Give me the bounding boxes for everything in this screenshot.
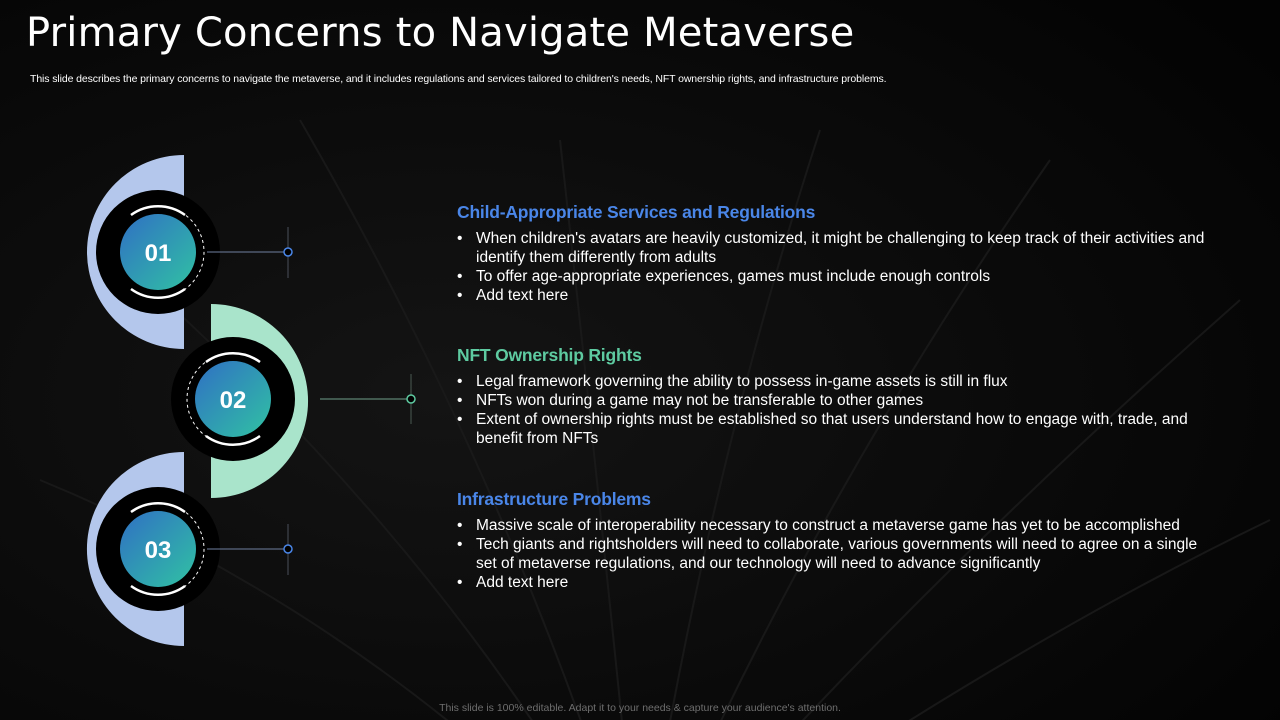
badge-number-03: 03 (144, 537, 172, 564)
section-heading: Child-Appropriate Services and Regulations (457, 202, 816, 222)
list-item: • Legal framework governing the ability to possess in-game assets is still in flux (457, 372, 1206, 391)
list-item: • To offer age-appropriate experiences, games must include enough controls (457, 267, 1206, 286)
list-item: • NFTs won during a game may not be transferable to other games (457, 391, 1206, 410)
bullet-list (457, 372, 1217, 448)
section-child-appropriate (457, 202, 1217, 305)
connector-1 (207, 227, 292, 278)
connector-2 (320, 374, 415, 424)
list-item: • Add text here (457, 286, 1206, 305)
section-heading: Infrastructure Problems (457, 489, 651, 509)
list-item: • Extent of ownership rights must be established so that users understand how to engage with, trade, and benefit from NFTs (457, 410, 1206, 448)
list-item: • Massive scale of interoperability necessary to construct a metaverse game has yet to be accomplished (457, 516, 1206, 535)
bullet-list (457, 516, 1217, 592)
page-subtitle: This slide describes the primary concerns to navigate the metaverse, and it includes regulations and services tailored to children's needs, NFT ownership rights, and infrastructure problems. (30, 73, 887, 85)
badge-number-02: 02 (219, 387, 247, 414)
list-item: • Add text here (457, 573, 1206, 592)
section-nft-ownership (457, 345, 1217, 448)
list-item: • When children's avatars are heavily customized, it might be challenging to keep track of their activities and identify them differently from adults (457, 229, 1206, 267)
footer-note: This slide is 100% editable. Adapt it to your needs & capture your audience's attention. (439, 702, 841, 714)
section-heading: NFT Ownership Rights (457, 345, 642, 365)
list-item: • Tech giants and rightsholders will need to collaborate, various governments will need to agree on a single set of metaverse regulations, and our technology will need to advance significantly (457, 535, 1206, 573)
step-graphic (0, 0, 440, 700)
section-infrastructure (457, 489, 1217, 592)
badge-number-01: 01 (144, 240, 172, 267)
bullet-list (457, 229, 1217, 305)
page-title: Primary Concerns to Navigate Metaverse (26, 10, 855, 56)
connector-3 (207, 524, 292, 575)
